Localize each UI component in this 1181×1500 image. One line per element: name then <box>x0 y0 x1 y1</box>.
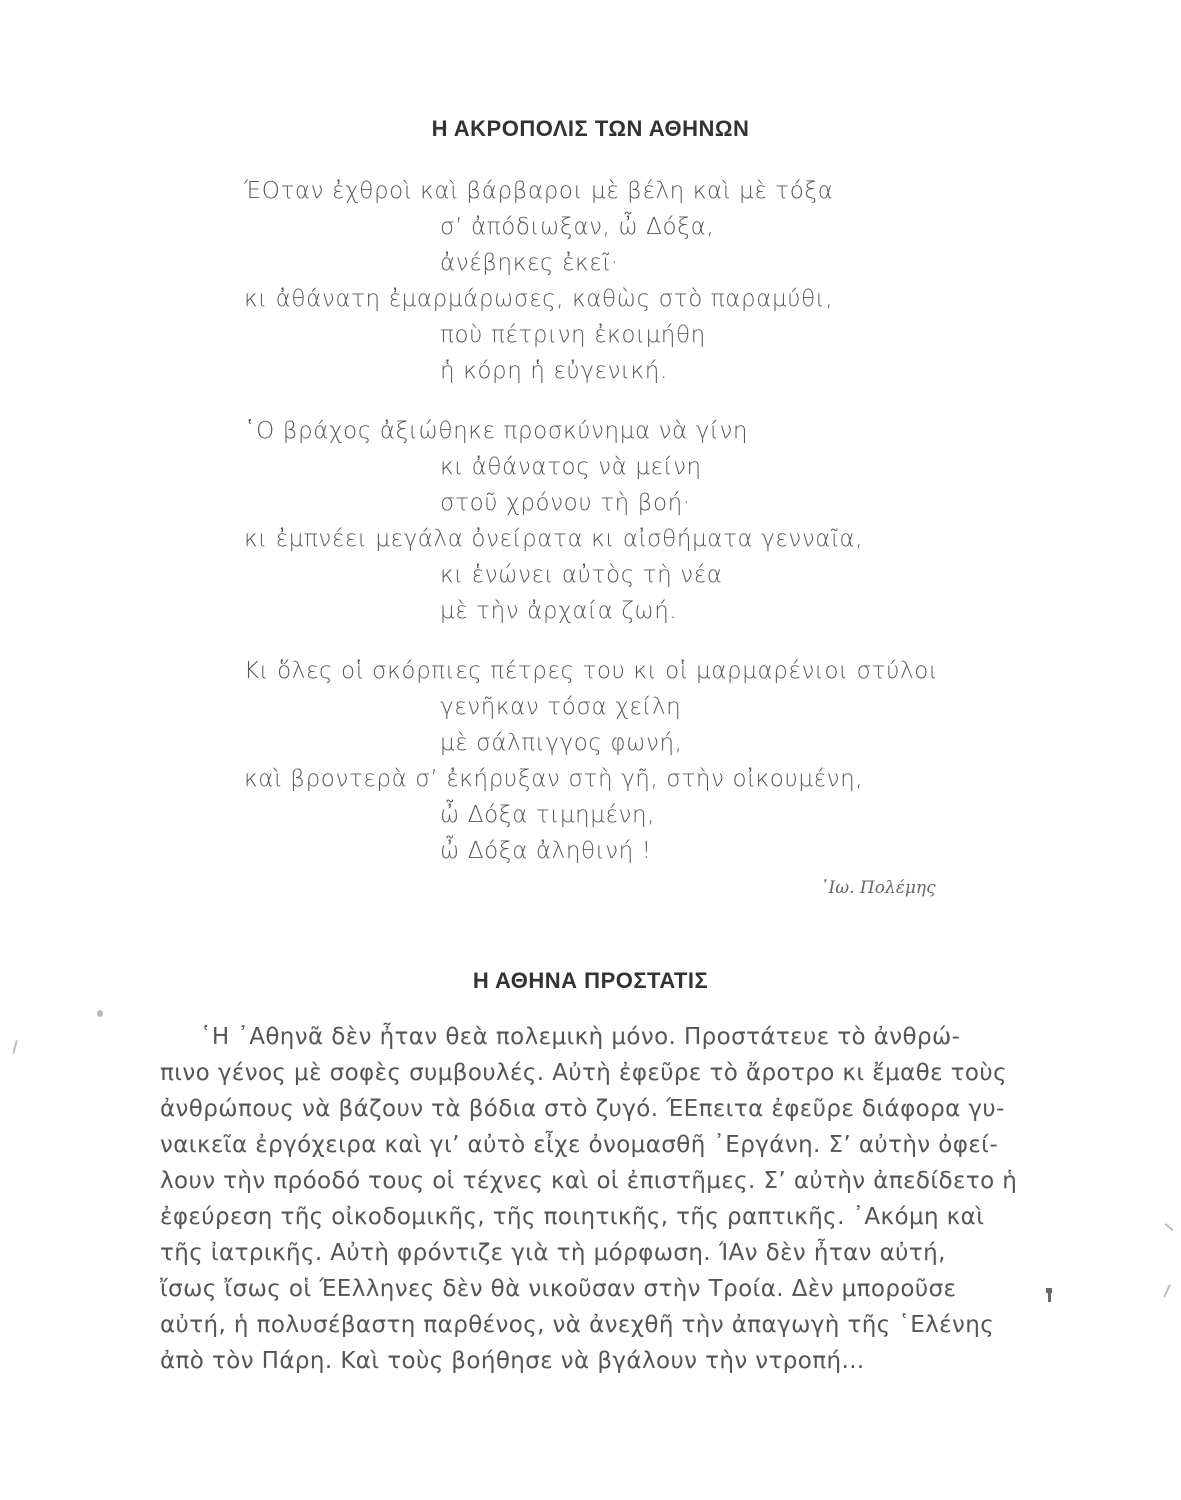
prose-line: λουν τὴν πρόοδό τους οἱ τέχνες καὶ οἱ ἐπιστῆμες. Σ’ αὐτὴν ἀπεδίδετο ἡ <box>160 1168 1018 1194</box>
poem-title: Η ΑΚΡΟΠΟΛΙΣ ΤΩΝ ΑΘΗΝΩΝ <box>431 116 750 141</box>
prose-line: τῆς ἰατρικῆς. Αὐτὴ φρόντιζε γιὰ τὴ μόρφωση. ΊΑν δὲν ἦταν αὐτή, <box>160 1240 946 1266</box>
poem-line: σ’ ἀπόδιωξαν, ὦ Δόξα, <box>440 214 715 240</box>
scan-speck <box>97 1010 103 1017</box>
section-title: Η ΑΘΗΝΑ ΠΡΟΣΤΑΤΙΣ <box>472 968 709 993</box>
poem-line: γενῆκαν τόσα χείλη <box>440 694 682 720</box>
poem-line: κι ἀθάνατη ἐμαρμάρωσες, καθὼς στὸ παραμύθι, <box>244 286 834 312</box>
prose-line: ἐφεύρεση τῆς οἰκοδομικῆς, τῆς ποιητικῆς, τῆς ραπτικῆς. ᾿Ακόμη καὶ <box>160 1204 985 1230</box>
poem-line: ὦ Δόξα τιμημένη, <box>440 802 656 828</box>
poem-line: καὶ βροντερὰ σ’ ἐκήρυξαν στὴ γῆ, στὴν οἰκουμένη, <box>244 766 864 792</box>
poem-line: ὦ Δόξα ἀληθινή ! <box>440 838 652 864</box>
scan-speck <box>12 1040 18 1054</box>
prose-line: ἀπὸ τὸν Πάρη. Καὶ τοὺς βοήθησε νὰ βγάλουν τὴν ντροπή... <box>160 1348 865 1374</box>
poem-line: κι ἀθάνατος νὰ μείνη <box>440 454 702 480</box>
prose-line: πινο γένος μὲ σοφὲς συμβουλές. Αὐτὴ ἐφεῦρε τὸ ἄροτρο κι ἔμαθε τοὺς <box>160 1060 1007 1086</box>
prose-line: ῾Η ᾿Αθηνᾶ δὲν ἦταν θεὰ πολεμικὴ μόνο. Προστάτευε τὸ ἀνθρώ- <box>200 1024 961 1050</box>
poem-line: μὲ σάλπιγγος φωνή, <box>440 730 683 756</box>
prose-line: ἴσως ἴσως οἱ ΈΕλληνες δὲν θὰ νικοῦσαν στὴν Τροία. Δὲν μποροῦσε <box>160 1276 957 1302</box>
scan-speck <box>1048 1292 1051 1302</box>
poem-author: ᾿Ιω. Πολέμης <box>820 878 936 898</box>
poem-line: στοῦ χρόνου τὴ βοή· <box>440 490 691 516</box>
poem-line: ἡ κόρη ἡ εὐγενική. <box>440 358 668 384</box>
scan-speck <box>1163 1284 1171 1298</box>
poem-line: κι ἐμπνέει μεγάλα ὀνείρατα κι αἰσθήματα γενναῖα, <box>244 526 864 552</box>
poem-line: ῾Ο βράχος ἀξιώθηκε προσκύνημα νὰ γίνη <box>244 418 749 444</box>
poem-line: μὲ τὴν ἀρχαία ζωή. <box>440 598 678 624</box>
poem-line: ΈΟταν ἐχθροὶ καὶ βάρβαροι μὲ βέλη καὶ μὲ τόξα <box>244 178 834 204</box>
prose-line: αὐτή, ἡ πολυσέβαστη παρθένος, νὰ ἀνεχθῆ τὴν ἀπαγωγὴ τῆς ῾Ελένης <box>160 1312 995 1338</box>
scan-speck <box>1165 1223 1174 1231</box>
poem-line: ἀνέβηκες ἐκεῖ· <box>440 250 619 276</box>
poem-line: Κι ὅλες οἱ σκόρπιες πέτρες του κι οἱ μαρμαρένιοι στύλοι <box>244 658 939 684</box>
prose-line: ναικεῖα ἐργόχειρα καὶ γι’ αὐτὸ εἶχε ὀνομασθῆ ᾿Εργάνη. Σ’ αὐτὴν ὀφεί- <box>160 1132 999 1158</box>
poem-line: κι ἑνώνει αὐτὸς τὴ νέα <box>440 562 723 588</box>
prose-line: ἀνθρώπους νὰ βάζουν τὰ βόδια στὸ ζυγό. ΈΕπειτα ἐφεῦρε διάφορα γυ- <box>160 1096 1005 1122</box>
poem-line: ποὺ πέτρινη ἐκοιμήθη <box>440 322 706 348</box>
